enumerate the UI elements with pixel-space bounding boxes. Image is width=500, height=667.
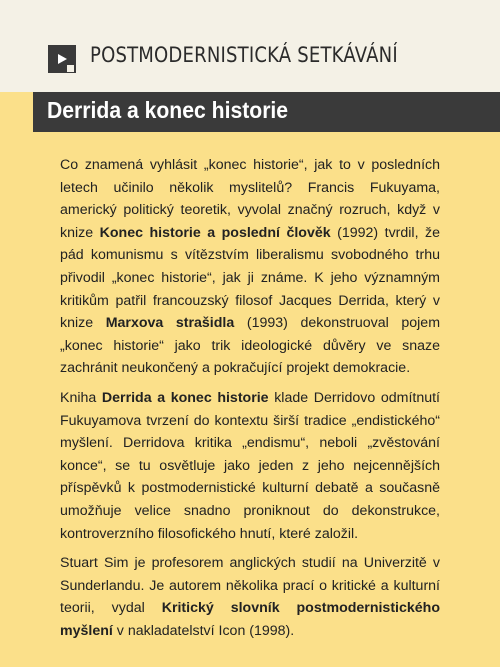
series-title: POSTMODERNISTICKÁ SETKÁVÁNÍ — [90, 43, 398, 67]
book-title-reference: Kritický slovník postmodernistického myšlení — [60, 600, 440, 639]
text-span: Kniha — [60, 389, 102, 406]
text-span: Stuart Sim je profesorem anglických studií na Univerzitě v Sunderlandu. Je autorem několika prací o kritické a kulturní teorii, vydal — [60, 555, 440, 617]
text-span: v nakladatelství Icon (1998). — [112, 622, 295, 639]
book-title-bar — [33, 92, 500, 132]
text-span: Co znamená vyhlásit „konec historie“, jak to v posledních letech učinilo několik myslitelů? Francis Fukuyama, americký politický teoretik, vyvolal značný rozruch, když v knize — [60, 157, 440, 241]
text-span: klade Derridovo odmítnutí Fukuyamova tvrzení do kontextu širší tradice „endistického“ myšlení. Derridova kritika „endismu“, neboli „zvěstování konce“, se tu osvětluje jako jeden z jeho nejcennějších příspěvků k postmodernistické kulturní debatě a současně umožňuje velice snadno proniknout do dekonstrukce, kontroverzního filosofického hnutí, které založil. — [60, 389, 440, 542]
paragraph-intro — [60, 154, 440, 380]
text-span: (1993) dekonstruoval pojem „konec historie“ jako trik ideologické důvěry ve snaze zachránit neukončený a pokračující projekt demokracie. — [60, 315, 441, 377]
text-span: (1992) tvrdil, že pád komunismu s vítězstvím liberalismu svobodného trhu přivodil „konec historie“, jak ji známe. K jeho významným kritikům patřil francouzský filosof Jacques Derrida, který v knize — [60, 224, 441, 332]
book-title: Derrida a konec historie — [47, 97, 289, 123]
paragraph-author — [60, 552, 440, 642]
book-title-reference: Konec historie a poslední člověk — [99, 224, 331, 241]
paragraph-book — [60, 387, 440, 545]
book-title-reference: Derrida a konec historie — [101, 389, 269, 406]
book-title-reference: Marxova strašidla — [105, 315, 235, 332]
series-logo-icon — [48, 45, 76, 73]
back-cover-blurb — [60, 154, 440, 649]
series-header — [0, 0, 500, 92]
